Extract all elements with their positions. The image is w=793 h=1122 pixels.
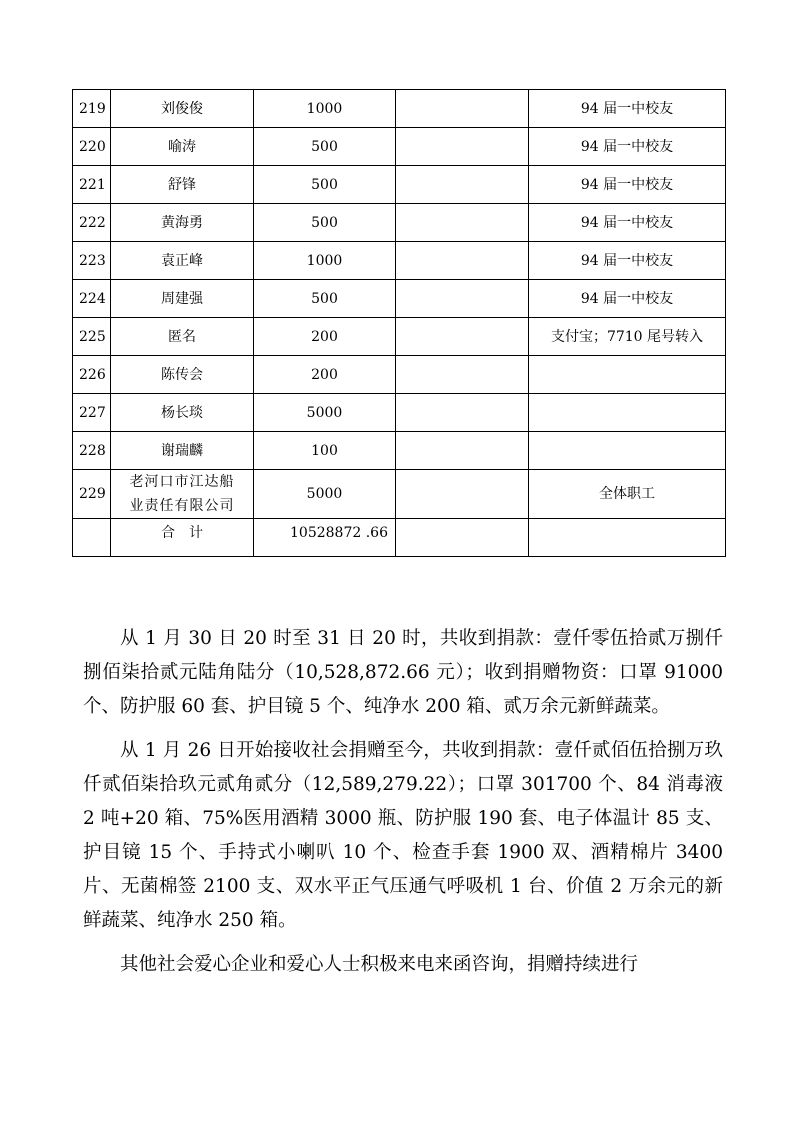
table-row — [73, 318, 726, 356]
body-text — [83, 622, 723, 982]
donation-note — [529, 519, 726, 557]
total-amount: 10528872 .66 — [254, 519, 396, 557]
table-row — [73, 90, 726, 128]
donated-materials — [396, 166, 529, 204]
table-row — [73, 166, 726, 204]
row-number: 229 — [73, 470, 111, 519]
donation-amount: 500 — [254, 166, 396, 204]
donor-name: 杨长琰 — [111, 394, 254, 432]
donor-name: 陈传会 — [111, 356, 254, 394]
donated-materials — [396, 519, 529, 557]
donation-amount: 1000 — [254, 242, 396, 280]
donated-materials — [396, 394, 529, 432]
donor-name-line: 业责任有限公司 — [129, 498, 235, 514]
row-number: 221 — [73, 166, 111, 204]
row-number: 223 — [73, 242, 111, 280]
donation-note: 94 届一中校友 — [529, 166, 726, 204]
donor-name: 刘俊俊 — [111, 90, 254, 128]
donation-amount: 500 — [254, 128, 396, 166]
paragraph: 其他社会爱心企业和爱心人士积极来电来函咨询，捐赠持续进行 — [120, 954, 639, 975]
donated-materials — [396, 318, 529, 356]
donation-table — [72, 89, 726, 557]
table-total-row — [73, 519, 726, 557]
donated-materials — [396, 432, 529, 470]
row-number: 219 — [73, 90, 111, 128]
paragraph: 从 1 月 26 日开始接收社会捐赠至今，共收到捐款：壹仟贰佰伍拾捌万玖仟贰佰柒拾玖元贰角贰分（12,589,279.22）；口罩 301700 个、84 消毒液 2 吨+20 箱、75%医用酒精 3000 瓶、防护服 190 套、电子体温计 85 支、护目镜 15 个、手持式小喇叭 10 个、检查手套 1900 双、酒精棉片 3400 片、无菌棉签 2100 支、双水平正气压通气呼吸机 1 台、价值 2 万余元的新鲜蔬菜、纯净水 250 箱。 — [83, 740, 723, 931]
row-number: 222 — [73, 204, 111, 242]
donation-amount: 100 — [254, 432, 396, 470]
row-number: 224 — [73, 280, 111, 318]
donated-materials — [396, 90, 529, 128]
donation-note — [529, 356, 726, 394]
donation-note: 94 届一中校友 — [529, 204, 726, 242]
table-row — [73, 432, 726, 470]
donation-amount: 5000 — [254, 470, 396, 519]
donation-note: 94 届一中校友 — [529, 128, 726, 166]
donor-name: 舒锋 — [111, 166, 254, 204]
donation-note: 94 届一中校友 — [529, 242, 726, 280]
donation-amount: 1000 — [254, 90, 396, 128]
row-number: 225 — [73, 318, 111, 356]
table-row — [73, 394, 726, 432]
row-number: 226 — [73, 356, 111, 394]
donation-note: 支付宝；7710 尾号转入 — [529, 318, 726, 356]
table-row — [73, 356, 726, 394]
table-row — [73, 204, 726, 242]
donor-name-line: 老河口市江达船 — [129, 474, 235, 490]
donor-name: 喻涛 — [111, 128, 254, 166]
donation-amount: 500 — [254, 280, 396, 318]
donation-note — [529, 432, 726, 470]
donation-note: 94 届一中校友 — [529, 90, 726, 128]
donated-materials — [396, 128, 529, 166]
donor-name: 谢瑞麟 — [111, 432, 254, 470]
table-row — [73, 280, 726, 318]
donation-note: 全体职工 — [529, 470, 726, 519]
table-row — [73, 128, 726, 166]
row-number: 220 — [73, 128, 111, 166]
table-row — [73, 470, 726, 519]
donated-materials — [396, 470, 529, 519]
donated-materials — [396, 280, 529, 318]
donated-materials — [396, 204, 529, 242]
donor-name — [111, 470, 254, 519]
paragraph: 从 1 月 30 日 20 时至 31 日 20 时，共收到捐款：壹仟零伍拾贰万捌仟捌佰柒拾贰元陆角陆分（10,528,872.66 元）；收到捐赠物资：口罩 91000 个、防护服 60 套、护目镜 5 个、纯净水 200 箱、贰万余元新鲜蔬菜。 — [83, 628, 723, 717]
donor-name: 周建强 — [111, 280, 254, 318]
donated-materials — [396, 242, 529, 280]
donation-note — [529, 394, 726, 432]
donor-name: 匿名 — [111, 318, 254, 356]
donation-note: 94 届一中校友 — [529, 280, 726, 318]
row-number — [73, 519, 111, 557]
table-row — [73, 242, 726, 280]
donation-amount: 500 — [254, 204, 396, 242]
donor-name: 袁正峰 — [111, 242, 254, 280]
donor-name: 黄海勇 — [111, 204, 254, 242]
donation-amount: 5000 — [254, 394, 396, 432]
donated-materials — [396, 356, 529, 394]
donation-amount: 200 — [254, 356, 396, 394]
row-number: 227 — [73, 394, 111, 432]
donation-amount: 200 — [254, 318, 396, 356]
row-number: 228 — [73, 432, 111, 470]
total-label: 合 计 — [111, 519, 254, 557]
